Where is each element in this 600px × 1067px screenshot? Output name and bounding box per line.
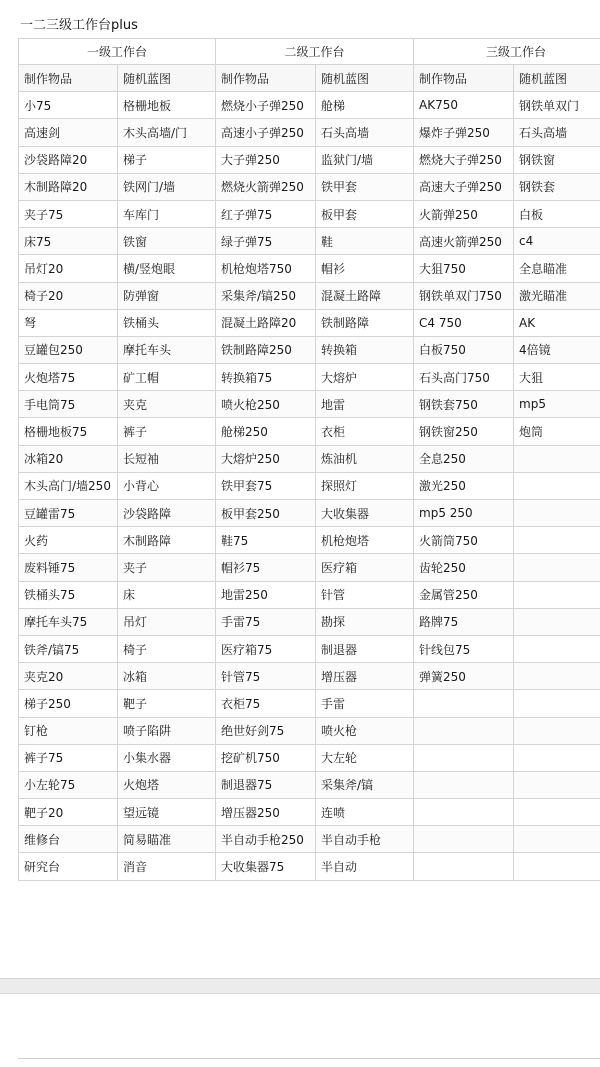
table-cell: 火药 [19, 527, 118, 554]
table-cell [514, 527, 600, 554]
table-row [19, 690, 600, 717]
table-cell: 医疗箱 [316, 554, 414, 581]
level-2-header: 二级工作台 [216, 39, 414, 65]
table-cell: 帽衫 [316, 255, 414, 282]
table-cell [514, 554, 600, 581]
table-cell: 大左轮 [316, 744, 414, 771]
table-cell: 吊灯20 [19, 255, 118, 282]
table-row [19, 635, 600, 662]
table-body [19, 92, 600, 880]
table-cell: 铁制路障 [316, 309, 414, 336]
table-cell: AK750 [414, 92, 514, 119]
table-cell: 探照灯 [316, 472, 414, 499]
table-cell [414, 799, 514, 826]
table-row [19, 771, 600, 798]
table-cell: 靶子 [118, 690, 216, 717]
table-row [19, 826, 600, 853]
table-cell: 钢铁窗250 [414, 418, 514, 445]
table-cell: 摩托车头 [118, 336, 216, 363]
table-row [19, 418, 600, 445]
table-cell: 手雷 [316, 690, 414, 717]
table-cell: 火炮塔 [118, 771, 216, 798]
table-cell: 火箭弹250 [414, 200, 514, 227]
table-cell: 格栅地板75 [19, 418, 118, 445]
table-row [19, 527, 600, 554]
table-cell [514, 690, 600, 717]
table-cell: 大熔炉 [316, 364, 414, 391]
table-bottom-edge [18, 1058, 600, 1059]
page-divider [0, 978, 600, 994]
table-cell: 半自动手枪 [316, 826, 414, 853]
table-cell: 大收集器 [316, 500, 414, 527]
table-cell: 燃烧火箭弹250 [216, 173, 316, 200]
table-cell [514, 717, 600, 744]
table-cell: 大子弹250 [216, 146, 316, 173]
table-row [19, 500, 600, 527]
table-cell: 炼油机 [316, 445, 414, 472]
table-cell: 针线包75 [414, 635, 514, 662]
table-cell: 机枪炮塔750 [216, 255, 316, 282]
sheet-title: 一二三级工作台plus [20, 18, 138, 33]
table-row [19, 853, 600, 880]
table-row [19, 581, 600, 608]
table-cell: 采集斧/镐250 [216, 282, 316, 309]
table-cell [514, 663, 600, 690]
table-cell: 针管 [316, 581, 414, 608]
table-cell: 大收集器75 [216, 853, 316, 880]
table-cell: 石头高墙 [514, 119, 600, 146]
table-cell: 梯子250 [19, 690, 118, 717]
table-cell: 采集斧/镐 [316, 771, 414, 798]
table-cell: 长短袖 [118, 445, 216, 472]
table-cell [514, 608, 600, 635]
table-cell: 制退器75 [216, 771, 316, 798]
table-cell: 增压器 [316, 663, 414, 690]
table-cell: 防弹窗 [118, 282, 216, 309]
table-cell: 木制路障20 [19, 173, 118, 200]
table-cell: 裤子75 [19, 744, 118, 771]
table-cell: 弹簧250 [414, 663, 514, 690]
table-cell: 转换箱75 [216, 364, 316, 391]
table-cell: 板甲套 [316, 200, 414, 227]
table-cell: 小左轮75 [19, 771, 118, 798]
table-cell: 高速小子弹250 [216, 119, 316, 146]
table-cell: 大熔炉250 [216, 445, 316, 472]
table-row [19, 364, 600, 391]
table-row [19, 663, 600, 690]
table-row [19, 309, 600, 336]
table-row [19, 608, 600, 635]
table-cell: 高速大子弹250 [414, 173, 514, 200]
table-cell: 鞋75 [216, 527, 316, 554]
table-cell: 衣柜75 [216, 690, 316, 717]
table-cell: 地雷250 [216, 581, 316, 608]
table-cell [514, 472, 600, 499]
table-cell: 监狱门/墙 [316, 146, 414, 173]
table-cell: 车库门 [118, 200, 216, 227]
table-cell [514, 744, 600, 771]
table-cell [414, 744, 514, 771]
table-cell: 铁甲套75 [216, 472, 316, 499]
table-row [19, 146, 600, 173]
table-cell: 绿子弹75 [216, 228, 316, 255]
table-cell: 铁甲套 [316, 173, 414, 200]
table-cell: 制退器 [316, 635, 414, 662]
table-row [19, 391, 600, 418]
table-cell: 激光250 [414, 472, 514, 499]
table-cell: 小背心 [118, 472, 216, 499]
table-cell: 钢铁套 [514, 173, 600, 200]
table-cell: 增压器250 [216, 799, 316, 826]
table-cell: 消音 [118, 853, 216, 880]
table-cell: 石头高墙 [316, 119, 414, 146]
table-row [19, 173, 600, 200]
table-cell: 火炮塔75 [19, 364, 118, 391]
table-cell: 火箭筒750 [414, 527, 514, 554]
table-cell: c4 [514, 228, 600, 255]
table-cell: 木头高门/墙250 [19, 472, 118, 499]
table-cell: 冰箱 [118, 663, 216, 690]
table-cell: 连喷 [316, 799, 414, 826]
table-cell: 钉枪 [19, 717, 118, 744]
table-row [19, 472, 600, 499]
table-cell [514, 445, 600, 472]
column-header: 制作物品 [19, 65, 118, 92]
table-row [19, 717, 600, 744]
table-cell [514, 771, 600, 798]
table-cell: 绝世好剑75 [216, 717, 316, 744]
column-header: 随机蓝图 [514, 65, 600, 92]
table-cell [514, 581, 600, 608]
table-cell: 钢铁单双门 [514, 92, 600, 119]
table-cell: 路牌75 [414, 608, 514, 635]
table-cell: 铁桶头75 [19, 581, 118, 608]
table-cell: 钢铁单双门750 [414, 282, 514, 309]
table-cell: 床75 [19, 228, 118, 255]
table-cell: 吊灯 [118, 608, 216, 635]
table-cell [414, 690, 514, 717]
table-cell: 木制路障 [118, 527, 216, 554]
table-cell: 沙袋路障 [118, 500, 216, 527]
table-row [19, 799, 600, 826]
table-cell: mp5 250 [414, 500, 514, 527]
table-cell: 钢铁套750 [414, 391, 514, 418]
table-cell: 全息250 [414, 445, 514, 472]
table-cell: 医疗箱75 [216, 635, 316, 662]
table-cell: 格栅地板 [118, 92, 216, 119]
table-row [19, 336, 600, 363]
table-cell: 舱梯 [316, 92, 414, 119]
table-cell [414, 853, 514, 880]
table-cell: 椅子20 [19, 282, 118, 309]
column-header: 制作物品 [216, 65, 316, 92]
column-header-row [19, 65, 600, 92]
table-row [19, 554, 600, 581]
table-cell: 靶子20 [19, 799, 118, 826]
table-cell: 夹子 [118, 554, 216, 581]
column-header: 制作物品 [414, 65, 514, 92]
table-cell: 小75 [19, 92, 118, 119]
table-cell: 沙袋路障20 [19, 146, 118, 173]
table-cell: 夹克20 [19, 663, 118, 690]
table-cell: 齿轮250 [414, 554, 514, 581]
table-cell: 手雷75 [216, 608, 316, 635]
table-cell: 大狙 [514, 364, 600, 391]
table-cell: 废料锤75 [19, 554, 118, 581]
workbench-table [18, 38, 600, 881]
table-cell: 铁网门/墙 [118, 173, 216, 200]
table-row [19, 228, 600, 255]
table-cell: 高速火箭弹250 [414, 228, 514, 255]
table-cell: 衣柜 [316, 418, 414, 445]
table-cell: 小集水器 [118, 744, 216, 771]
table-cell: 勘探 [316, 608, 414, 635]
table-cell: 摩托车头75 [19, 608, 118, 635]
table-cell: 全息瞄准 [514, 255, 600, 282]
table-cell: 夹子75 [19, 200, 118, 227]
table-cell [514, 826, 600, 853]
table-cell: 混凝土路障 [316, 282, 414, 309]
table-cell: 喷子陷阱 [118, 717, 216, 744]
table-cell: 燃烧小子弹250 [216, 92, 316, 119]
table-cell [514, 853, 600, 880]
table-cell: 椅子 [118, 635, 216, 662]
table-cell: 4倍镜 [514, 336, 600, 363]
table-cell: 针管75 [216, 663, 316, 690]
column-header: 随机蓝图 [316, 65, 414, 92]
table-cell: 冰箱20 [19, 445, 118, 472]
table-cell: 炮筒 [514, 418, 600, 445]
table-cell: 钢铁窗 [514, 146, 600, 173]
table-row [19, 282, 600, 309]
table-row [19, 200, 600, 227]
table-cell: 半自动手枪250 [216, 826, 316, 853]
table-cell: 研究台 [19, 853, 118, 880]
table-cell: 木头高墙/门 [118, 119, 216, 146]
table-cell: 大狙750 [414, 255, 514, 282]
table-cell: 高速剑 [19, 119, 118, 146]
table-cell: 红子弹75 [216, 200, 316, 227]
table-cell: 铁斧/镐75 [19, 635, 118, 662]
table-cell: 望远镜 [118, 799, 216, 826]
level-header-row [19, 39, 600, 65]
table-cell: 矿工帽 [118, 364, 216, 391]
table-cell: 弩 [19, 309, 118, 336]
table-cell: 铁窗 [118, 228, 216, 255]
table-cell: 帽衫75 [216, 554, 316, 581]
table-cell [514, 635, 600, 662]
table-cell: mp5 [514, 391, 600, 418]
table-cell: 转换箱 [316, 336, 414, 363]
level-1-header: 一级工作台 [19, 39, 216, 65]
table-cell: 机枪炮塔 [316, 527, 414, 554]
column-header: 随机蓝图 [118, 65, 216, 92]
table-cell: 白板750 [414, 336, 514, 363]
table-cell: 舱梯250 [216, 418, 316, 445]
table-cell: 燃烧大子弹250 [414, 146, 514, 173]
table-cell: 半自动 [316, 853, 414, 880]
table-cell: 裤子 [118, 418, 216, 445]
table-cell: 床 [118, 581, 216, 608]
table-cell: C4 750 [414, 309, 514, 336]
table-row [19, 445, 600, 472]
table-row [19, 119, 600, 146]
table-row [19, 255, 600, 282]
table-cell: 喷火枪 [316, 717, 414, 744]
table-cell: 石头高门750 [414, 364, 514, 391]
table-cell: 铁制路障250 [216, 336, 316, 363]
level-3-header: 三级工作台 [414, 39, 600, 65]
table-cell: 地雷 [316, 391, 414, 418]
table-cell: 板甲套250 [216, 500, 316, 527]
table-cell [414, 826, 514, 853]
table-cell: 金属管250 [414, 581, 514, 608]
table-cell [414, 717, 514, 744]
table-cell: 手电筒75 [19, 391, 118, 418]
table-cell: 铁桶头 [118, 309, 216, 336]
table-cell: 维修台 [19, 826, 118, 853]
table-cell: 简易瞄准 [118, 826, 216, 853]
table-cell: 激光瞄准 [514, 282, 600, 309]
table-cell: 豆罐包250 [19, 336, 118, 363]
table-cell: 横/竖炮眼 [118, 255, 216, 282]
table-cell: 爆炸子弹250 [414, 119, 514, 146]
table-row [19, 92, 600, 119]
table-cell: 白板 [514, 200, 600, 227]
table-cell [414, 771, 514, 798]
table-cell: 挖矿机750 [216, 744, 316, 771]
table-cell [514, 500, 600, 527]
table-cell: AK [514, 309, 600, 336]
table-cell: 混凝土路障20 [216, 309, 316, 336]
table-cell: 喷火枪250 [216, 391, 316, 418]
table-cell: 梯子 [118, 146, 216, 173]
table-cell: 鞋 [316, 228, 414, 255]
table-row [19, 744, 600, 771]
table-cell [514, 799, 600, 826]
table-cell: 豆罐雷75 [19, 500, 118, 527]
table-cell: 夹克 [118, 391, 216, 418]
